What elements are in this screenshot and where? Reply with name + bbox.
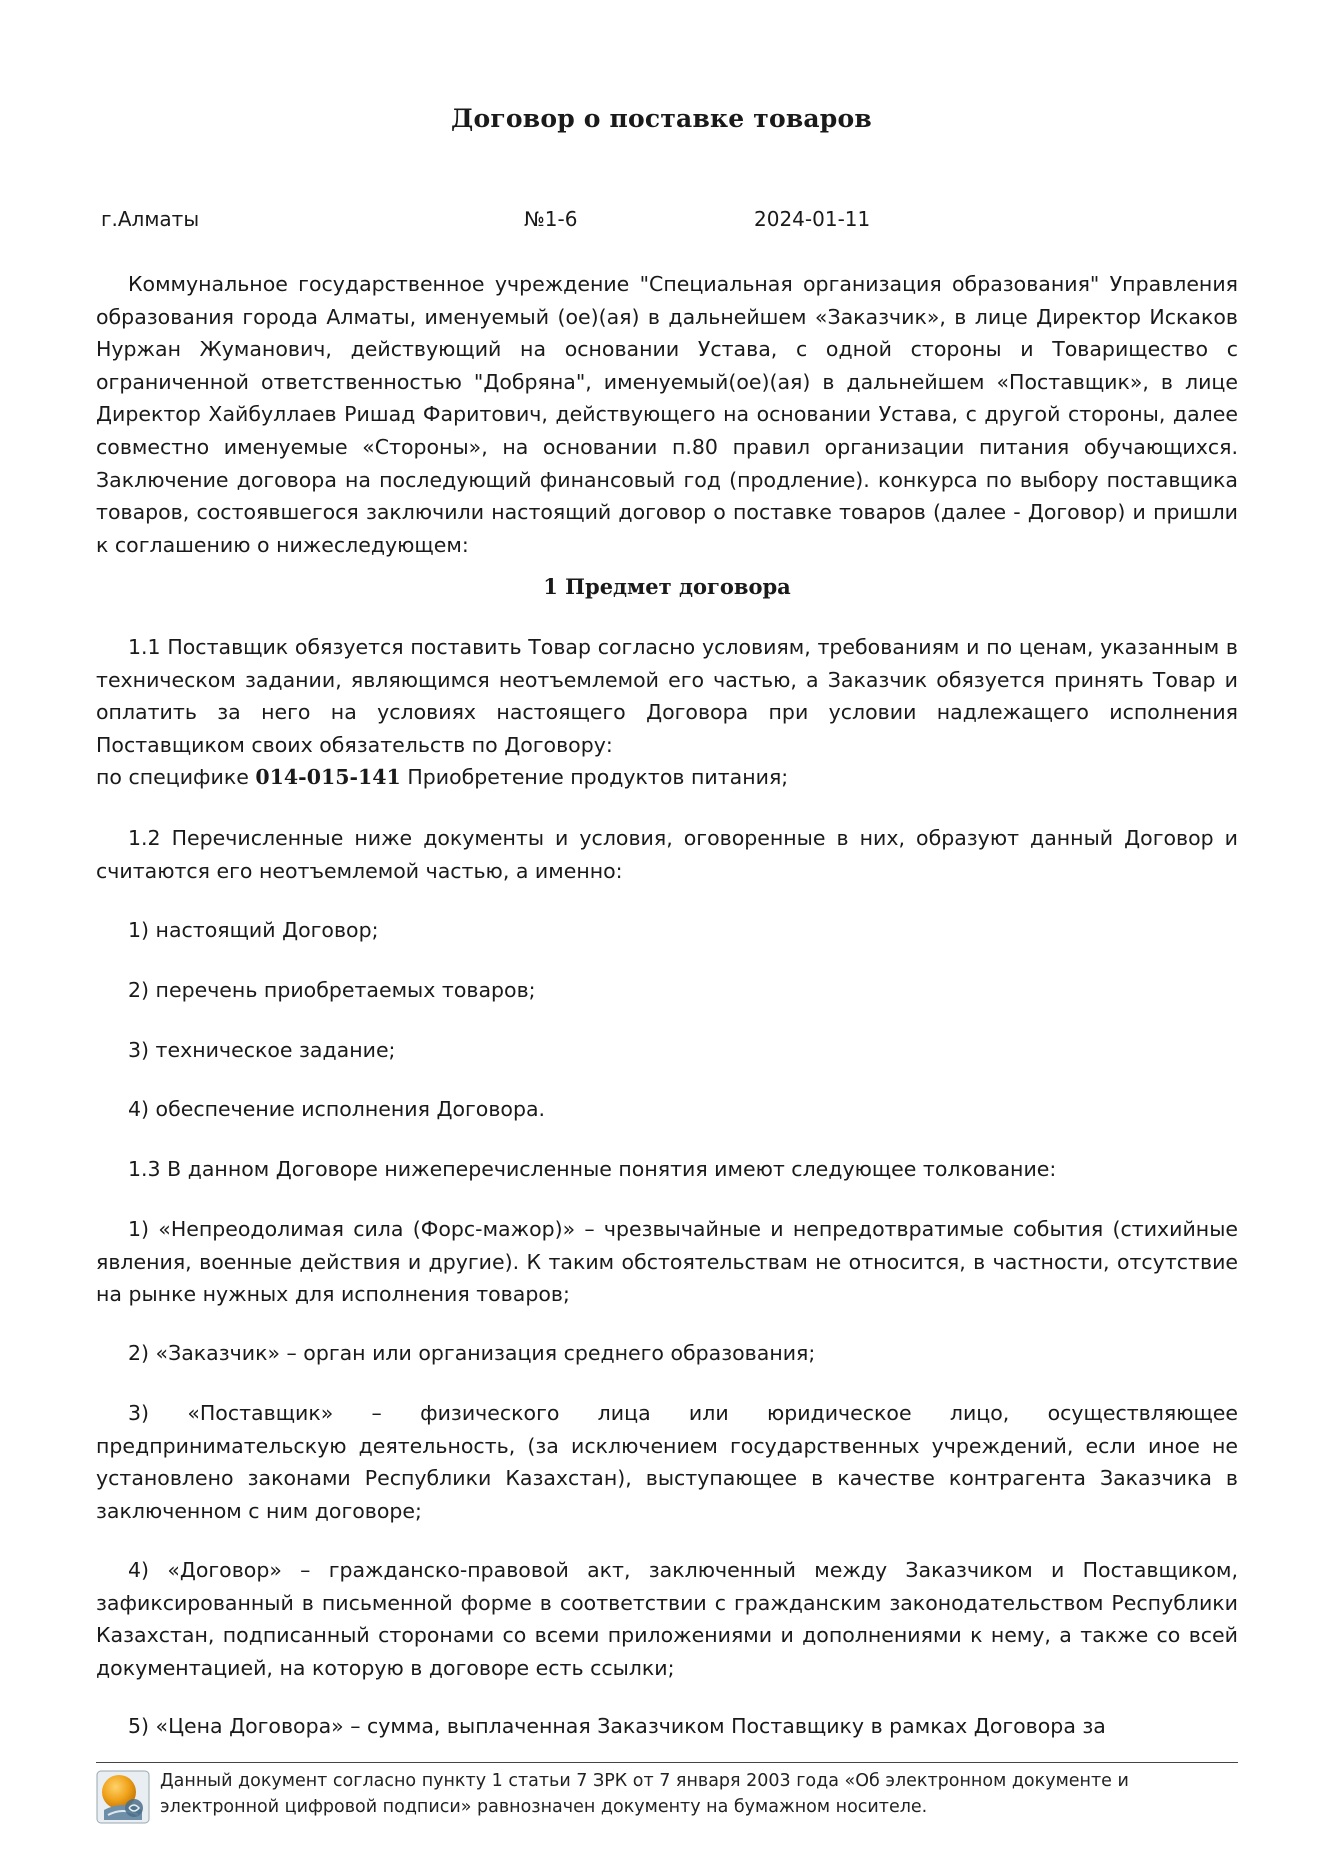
- clause-1-3: 1.3 В данном Договоре нижеперечисленные понятия имеют следующее толкование:: [128, 1157, 1057, 1181]
- spec-suffix: Приобретение продуктов питания;: [400, 765, 789, 790]
- definition-1-block: [96, 1213, 1238, 1311]
- document-title: Договор о поставке товаров: [451, 104, 872, 133]
- spec-line: [96, 761, 1238, 794]
- docs-list-item-3-block: [96, 1034, 1238, 1067]
- definition-5-block: [96, 1710, 1238, 1743]
- spec-code: 014-015-141: [255, 765, 401, 790]
- intro-paragraph: Коммунальное государственное учреждение "Специальная организация образования" Управления образования города Алматы, именуемый (ое)(ая) в дальнейшем «Заказчик», в лице Директор Искаков Нуржан Жуманович, действующий на основании Устава, с одной стороны и Товарищество с ограниченной ответственностью "Добряна", именуемый(ое)(ая) в дальнейшем «Поставщик», в лице Директор Хайбуллаев Ришад Фаритович, действующего на основании Устава, с другой стороны, далее совместно именуемые «Стороны», на основании п.80 правил организации питания обучающихся. Заключение договора на последующий финансовый год (продление). конкурса по выбору поставщика товаров, состоявшегося заключили настоящий договор о поставке товаров (далее - Договор) и пришли к соглашению о нижеследующем:: [96, 272, 1238, 557]
- clause-1-1: 1.1 Поставщик обязуется поставить Товар согласно условиям, требованиям и по ценам, указанным в техническом задании, являющимся неотъемлемой его частью, а Заказчик обязуется принять Товар и оплатить за него на условиях настоящего Договора при условии надлежащего исполнения Поставщиком своих обязательств по Договору:: [96, 635, 1238, 757]
- definition-supplier: 3) «Поставщик» – физического лица или юридическое лицо, осуществляющее предпринимательскую деятельность, (за исключением государственных учреждений, если иное не установлено законами Республики Казахстан), выступающее в качестве контрагента Заказчика в заключенном с ним договоре;: [96, 1401, 1238, 1523]
- clause-1-3-block: [96, 1153, 1238, 1186]
- footer-notice: [160, 1768, 1129, 1820]
- list-item: 3) техническое задание;: [128, 1038, 396, 1062]
- intro-block: [96, 268, 1238, 561]
- list-item: 1) настоящий Договор;: [128, 918, 379, 942]
- clause-1-1-block: [96, 631, 1238, 794]
- list-item: 2) перечень приобретаемых товаров;: [128, 978, 536, 1002]
- footer-notice-line-1: Данный документ согласно пункту 1 статьи 7 ЗРК от 7 января 2003 года «Об электронном документе и: [160, 1771, 1129, 1791]
- definition-contract-price: 5) «Цена Договора» – сумма, выплаченная Заказчиком Поставщику в рамках Договора за: [128, 1714, 1106, 1738]
- contract-date: 2024-01-11: [754, 207, 871, 231]
- clause-1-2: 1.2 Перечисленные ниже документы и условия, оговоренные в них, образуют данный Договор и считаются его неотъемлемой частью, а именно:: [96, 826, 1238, 883]
- contract-city: г.Алматы: [101, 207, 200, 231]
- section-1-title: 1 Предмет договора: [543, 574, 791, 599]
- footer: [96, 1768, 1238, 1824]
- definition-customer: 2) «Заказчик» – орган или организация среднего образования;: [128, 1341, 816, 1365]
- spec-prefix: по специфике: [96, 765, 256, 790]
- definition-3-block: [96, 1397, 1238, 1527]
- definition-force-majeure: 1) «Непреодолимая сила (Форс-мажор)» – чрезвычайные и непредотвратимые события (стихийные явления, военные действия и другие). К таким обстоятельствам не относится, в частности, отсутствие на рынке нужных для исполнения товаров;: [96, 1217, 1238, 1307]
- list-item: 4) обеспечение исполнения Договора.: [128, 1097, 546, 1121]
- docs-list-item-1-block: [96, 914, 1238, 947]
- docs-list-item-4-block: [96, 1093, 1238, 1126]
- contract-number: №1-6: [524, 207, 578, 231]
- definition-contract: 4) «Договор» – гражданско-правовой акт, заключенный между Заказчиком и Поставщиком, зафиксированный в письменной форме в соответствии с гражданским законодательством Республики Казахстан, подписанный сторонами со всеми приложениями и дополнениями к нему, а также со всей документацией, на которую в договоре есть ссылки;: [96, 1558, 1238, 1680]
- footer-notice-line-2: электронной цифровой подписи» равнозначен документу на бумажном носителе.: [160, 1797, 928, 1817]
- clause-1-2-block: [96, 822, 1238, 887]
- footer-divider: [96, 1762, 1238, 1763]
- section-1-block: [96, 571, 1238, 604]
- definition-2-block: [96, 1337, 1238, 1370]
- e-signature-seal-icon: [96, 1770, 150, 1824]
- docs-list-item-2-block: [96, 974, 1238, 1007]
- definition-4-block: [96, 1554, 1238, 1684]
